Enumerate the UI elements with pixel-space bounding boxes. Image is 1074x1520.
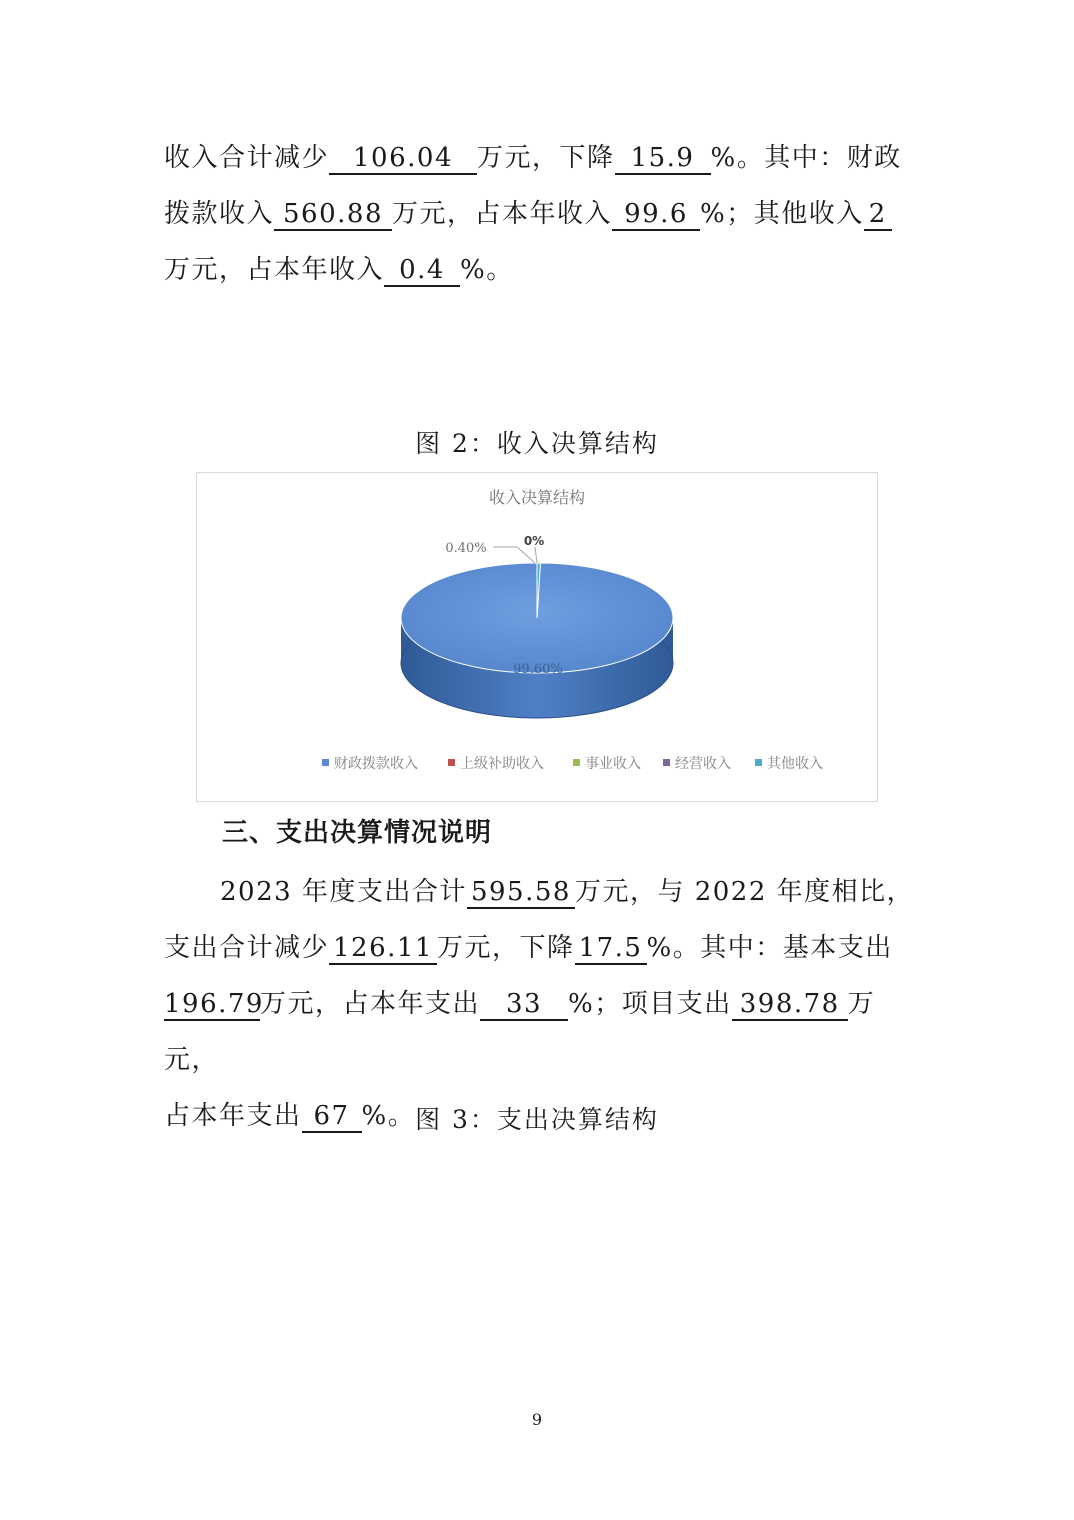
legend-swatch-business-income [573, 759, 580, 766]
expenditure-decrease-value: 126.11 [329, 933, 437, 965]
data-label-zero: 0% [523, 534, 545, 548]
income-decrease-value: 106.04 [329, 143, 477, 175]
legend-label-operating-income: 经营收入 [675, 756, 731, 772]
expenditure-decrease-percent: 17.5 [575, 933, 647, 965]
income-structure-chart [196, 472, 878, 802]
legend-swatch-fiscal [322, 759, 329, 766]
total-expenditure-value: 595.58 [467, 877, 575, 909]
data-label-other: 0.40% [445, 541, 487, 556]
legend-swatch-operating-income [663, 759, 670, 766]
legend-label-other-income: 其他收入 [767, 756, 823, 772]
other-income-value: 2 [864, 199, 892, 231]
project-expenditure-value: 398.78 [732, 989, 848, 1021]
figure-2-caption: 图 2：收入决算结构 [415, 429, 659, 458]
income-line-1: 收入合计减少 106.04 万元，下降 15.9 %。其中：财政 [164, 143, 902, 173]
data-label-fiscal: 99.60% [513, 662, 563, 677]
legend-label-superior-subsidy: 上级补助收入 [460, 756, 544, 772]
section-3-heading: 三、支出决算情况说明 [222, 818, 493, 848]
leader-line-zero [535, 547, 537, 563]
basic-expenditure-value: 196.79 [164, 989, 264, 1019]
expenditure-line-3: 196.79万元，占本年支出 33 %；项目支出 398.78 万元， [164, 989, 876, 1075]
chart-title: 收入决算结构 [488, 488, 586, 507]
legend-label-business-income: 事业收入 [585, 756, 641, 772]
income-paragraph [164, 130, 924, 298]
income-line-3: 万元，占本年收入 0.4 %。 [164, 255, 514, 285]
pie-chart-svg [197, 473, 877, 801]
income-line-2: 拨款收入 560.88 万元，占本年收入 99.6 %；其他收入 2 [164, 186, 924, 242]
figure-3-caption: 图 3：支出决算结构 [415, 1105, 659, 1134]
other-income-percent: 0.4 [384, 255, 460, 287]
legend-label-fiscal: 财政拨款收入 [334, 756, 418, 772]
project-expenditure-percent: 67 [302, 1101, 362, 1133]
legend-swatch-other-income [755, 759, 762, 766]
page-number: 9 [531, 1410, 543, 1429]
expenditure-line-4: 占本年支出 67 %。 [164, 1101, 416, 1131]
fiscal-appropriation-value: 560.88 [274, 199, 392, 231]
leader-line-other [493, 547, 535, 563]
basic-expenditure-percent: 33 [480, 989, 568, 1021]
expenditure-line-2: 支出合计减少 126.11 万元，下降 17.5 %。其中：基本支出 [164, 933, 893, 963]
chart-legend [322, 755, 823, 772]
expenditure-line-1: 2023 年度支出合计 595.58 万元，与 2022 年度相比， [220, 877, 915, 907]
fiscal-appropriation-percent: 99.6 [612, 199, 700, 231]
income-decrease-percent: 15.9 [615, 143, 711, 175]
legend-swatch-superior-subsidy [448, 759, 455, 766]
